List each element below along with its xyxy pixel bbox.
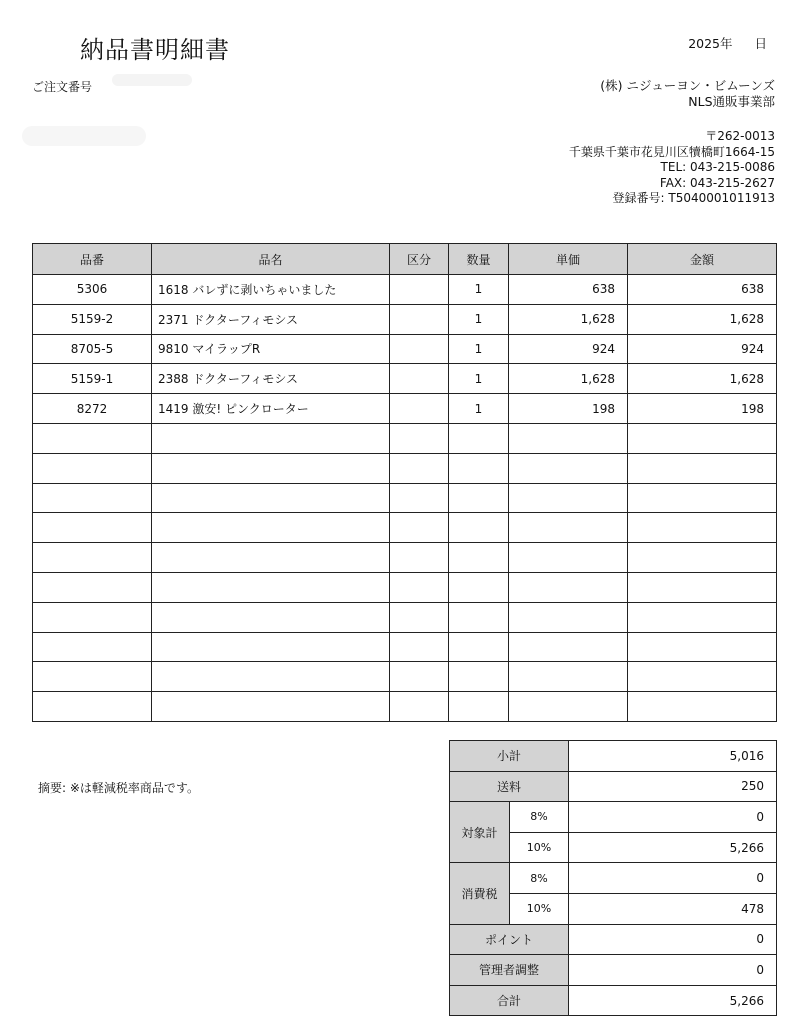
table-row-empty	[33, 453, 777, 483]
summary-row-taxable-8	[450, 802, 777, 833]
cell-empty	[449, 513, 509, 543]
cell-empty	[390, 602, 449, 632]
empty-rows-group	[33, 423, 777, 721]
cell-empty	[449, 423, 509, 453]
tax-label: 消費税	[450, 863, 510, 924]
cell-category	[390, 394, 449, 424]
cell-empty	[33, 632, 152, 662]
taxable-label: 対象計	[450, 802, 510, 863]
cell-unit-price: 1,628	[509, 304, 628, 334]
cell-code: 8705-5	[33, 334, 152, 364]
cell-empty	[152, 483, 390, 513]
cell-empty	[449, 483, 509, 513]
cell-empty	[628, 453, 777, 483]
table-row	[33, 275, 777, 305]
cell-empty	[509, 483, 628, 513]
cell-name: 2371 ドクターフィモシス	[152, 304, 390, 334]
total-label: 合計	[450, 985, 569, 1016]
cell-empty	[152, 632, 390, 662]
cell-qty: 1	[449, 275, 509, 305]
summary-row-subtotal	[450, 741, 777, 772]
cell-code: 8272	[33, 394, 152, 424]
cell-empty	[390, 453, 449, 483]
cell-empty	[390, 513, 449, 543]
company-block	[600, 78, 775, 110]
cell-empty	[33, 692, 152, 722]
summary-row-admin	[450, 955, 777, 986]
cell-empty	[509, 543, 628, 573]
point-label: ポイント	[450, 924, 569, 955]
cell-empty	[390, 423, 449, 453]
cell-unit-price: 638	[509, 275, 628, 305]
cell-empty	[152, 543, 390, 573]
cell-name: 2388 ドクターフィモシス	[152, 364, 390, 394]
cell-empty	[33, 513, 152, 543]
cell-category	[390, 364, 449, 394]
cell-empty	[152, 572, 390, 602]
cell-code: 5306	[33, 275, 152, 305]
table-row-empty	[33, 513, 777, 543]
cell-empty	[449, 692, 509, 722]
address-block	[569, 129, 775, 207]
cell-amount: 1,628	[628, 364, 777, 394]
cell-category	[390, 304, 449, 334]
cell-empty	[152, 453, 390, 483]
taxable-10-label: 10%	[510, 832, 569, 863]
cell-qty: 1	[449, 334, 509, 364]
cell-category	[390, 334, 449, 364]
taxable-8-label: 8%	[510, 802, 569, 833]
cell-empty	[509, 572, 628, 602]
table-row	[33, 394, 777, 424]
cell-empty	[628, 513, 777, 543]
cell-empty	[390, 632, 449, 662]
cell-empty	[152, 423, 390, 453]
summary-row-tax-8	[450, 863, 777, 894]
company-tel: TEL: 043-215-0086	[660, 160, 775, 174]
table-row	[33, 364, 777, 394]
taxable-8-value: 0	[569, 802, 777, 833]
tax-8-value: 0	[569, 863, 777, 894]
cell-empty	[449, 632, 509, 662]
cell-qty: 1	[449, 304, 509, 334]
col-header-amount: 金額	[628, 244, 777, 275]
cell-empty	[509, 423, 628, 453]
subtotal-label: 小計	[450, 741, 569, 772]
tax-10-label: 10%	[510, 893, 569, 924]
table-row	[33, 304, 777, 334]
redacted-order-number	[112, 74, 192, 86]
point-value: 0	[569, 924, 777, 955]
cell-empty	[628, 632, 777, 662]
date-year: 2025年	[688, 36, 733, 51]
cell-empty	[449, 602, 509, 632]
admin-adjust-value: 0	[569, 955, 777, 986]
cell-unit-price: 924	[509, 334, 628, 364]
table-row-empty	[33, 543, 777, 573]
table-header-row	[33, 244, 777, 275]
cell-code: 5159-2	[33, 304, 152, 334]
cell-empty	[33, 453, 152, 483]
cell-qty: 1	[449, 364, 509, 394]
remark-note: 摘要: ※は軽減税率商品です。	[38, 781, 199, 795]
date-day: 日	[754, 36, 767, 51]
tax-8-label: 8%	[510, 863, 569, 894]
table-row-empty	[33, 423, 777, 453]
cell-empty	[509, 692, 628, 722]
tax-10-value: 478	[569, 893, 777, 924]
table-row	[33, 334, 777, 364]
cell-amount: 924	[628, 334, 777, 364]
cell-empty	[33, 662, 152, 692]
table-row-empty	[33, 602, 777, 632]
cell-empty	[390, 662, 449, 692]
cell-unit-price: 1,628	[509, 364, 628, 394]
shipping-label: 送料	[450, 771, 569, 802]
page-title: 納品書明細書	[80, 36, 230, 64]
company-name: (株) ニジューヨン・ビムーンズ	[600, 78, 775, 93]
cell-empty	[628, 662, 777, 692]
cell-empty	[628, 692, 777, 722]
cell-empty	[449, 572, 509, 602]
cell-name: 9810 マイラップR	[152, 334, 390, 364]
cell-empty	[628, 543, 777, 573]
cell-empty	[628, 483, 777, 513]
table-row-empty	[33, 572, 777, 602]
table-row-empty	[33, 662, 777, 692]
cell-name: 1618 バレずに剥いちゃいました	[152, 275, 390, 305]
cell-empty	[628, 572, 777, 602]
cell-empty	[152, 662, 390, 692]
cell-empty	[33, 543, 152, 573]
summary-row-point	[450, 924, 777, 955]
cell-empty	[33, 423, 152, 453]
cell-empty	[33, 483, 152, 513]
cell-empty	[509, 662, 628, 692]
postal-code: 〒262-0013	[705, 129, 775, 143]
admin-adjust-label: 管理者調整	[450, 955, 569, 986]
cell-empty	[449, 662, 509, 692]
cell-empty	[449, 453, 509, 483]
cell-empty	[390, 543, 449, 573]
items-table	[32, 243, 777, 722]
cell-amount: 638	[628, 275, 777, 305]
table-row-empty	[33, 632, 777, 662]
shipping-value: 250	[569, 771, 777, 802]
cell-empty	[152, 692, 390, 722]
cell-empty	[33, 572, 152, 602]
cell-name: 1419 激安! ピンクローター	[152, 394, 390, 424]
cell-empty	[390, 572, 449, 602]
cell-empty	[509, 602, 628, 632]
subtotal-value: 5,016	[569, 741, 777, 772]
col-header-unit-price: 単価	[509, 244, 628, 275]
taxable-10-value: 5,266	[569, 832, 777, 863]
cell-empty	[390, 692, 449, 722]
table-row-empty	[33, 483, 777, 513]
company-dept: NLS通販事業部	[688, 94, 775, 109]
cell-empty	[509, 513, 628, 543]
company-address: 千葉県千葉市花見川区犢橋町1664-15	[568, 144, 775, 159]
cell-empty	[449, 543, 509, 573]
cell-unit-price: 198	[509, 394, 628, 424]
total-value: 5,266	[569, 985, 777, 1016]
cell-code: 5159-1	[33, 364, 152, 394]
cell-empty	[628, 602, 777, 632]
cell-empty	[152, 602, 390, 632]
cell-empty	[509, 453, 628, 483]
col-header-qty: 数量	[449, 244, 509, 275]
company-fax: FAX: 043-215-2627	[659, 175, 775, 190]
cell-empty	[390, 483, 449, 513]
cell-empty	[509, 632, 628, 662]
cell-category	[390, 275, 449, 305]
summary-table	[449, 740, 777, 1016]
issue-date	[684, 34, 767, 52]
cell-empty	[628, 423, 777, 453]
order-number-label: ご注文番号	[32, 80, 93, 94]
registration-number: 登録番号: T5040001011913	[612, 191, 775, 205]
summary-row-shipping	[450, 771, 777, 802]
cell-amount: 1,628	[628, 304, 777, 334]
cell-amount: 198	[628, 394, 777, 424]
col-header-category: 区分	[390, 244, 449, 275]
summary-row-total	[450, 985, 777, 1016]
cell-empty	[152, 513, 390, 543]
redacted-customer-info	[22, 126, 146, 146]
cell-qty: 1	[449, 394, 509, 424]
cell-empty	[33, 602, 152, 632]
col-header-code: 品番	[33, 244, 152, 275]
col-header-name: 品名	[152, 244, 390, 275]
table-row-empty	[33, 692, 777, 722]
